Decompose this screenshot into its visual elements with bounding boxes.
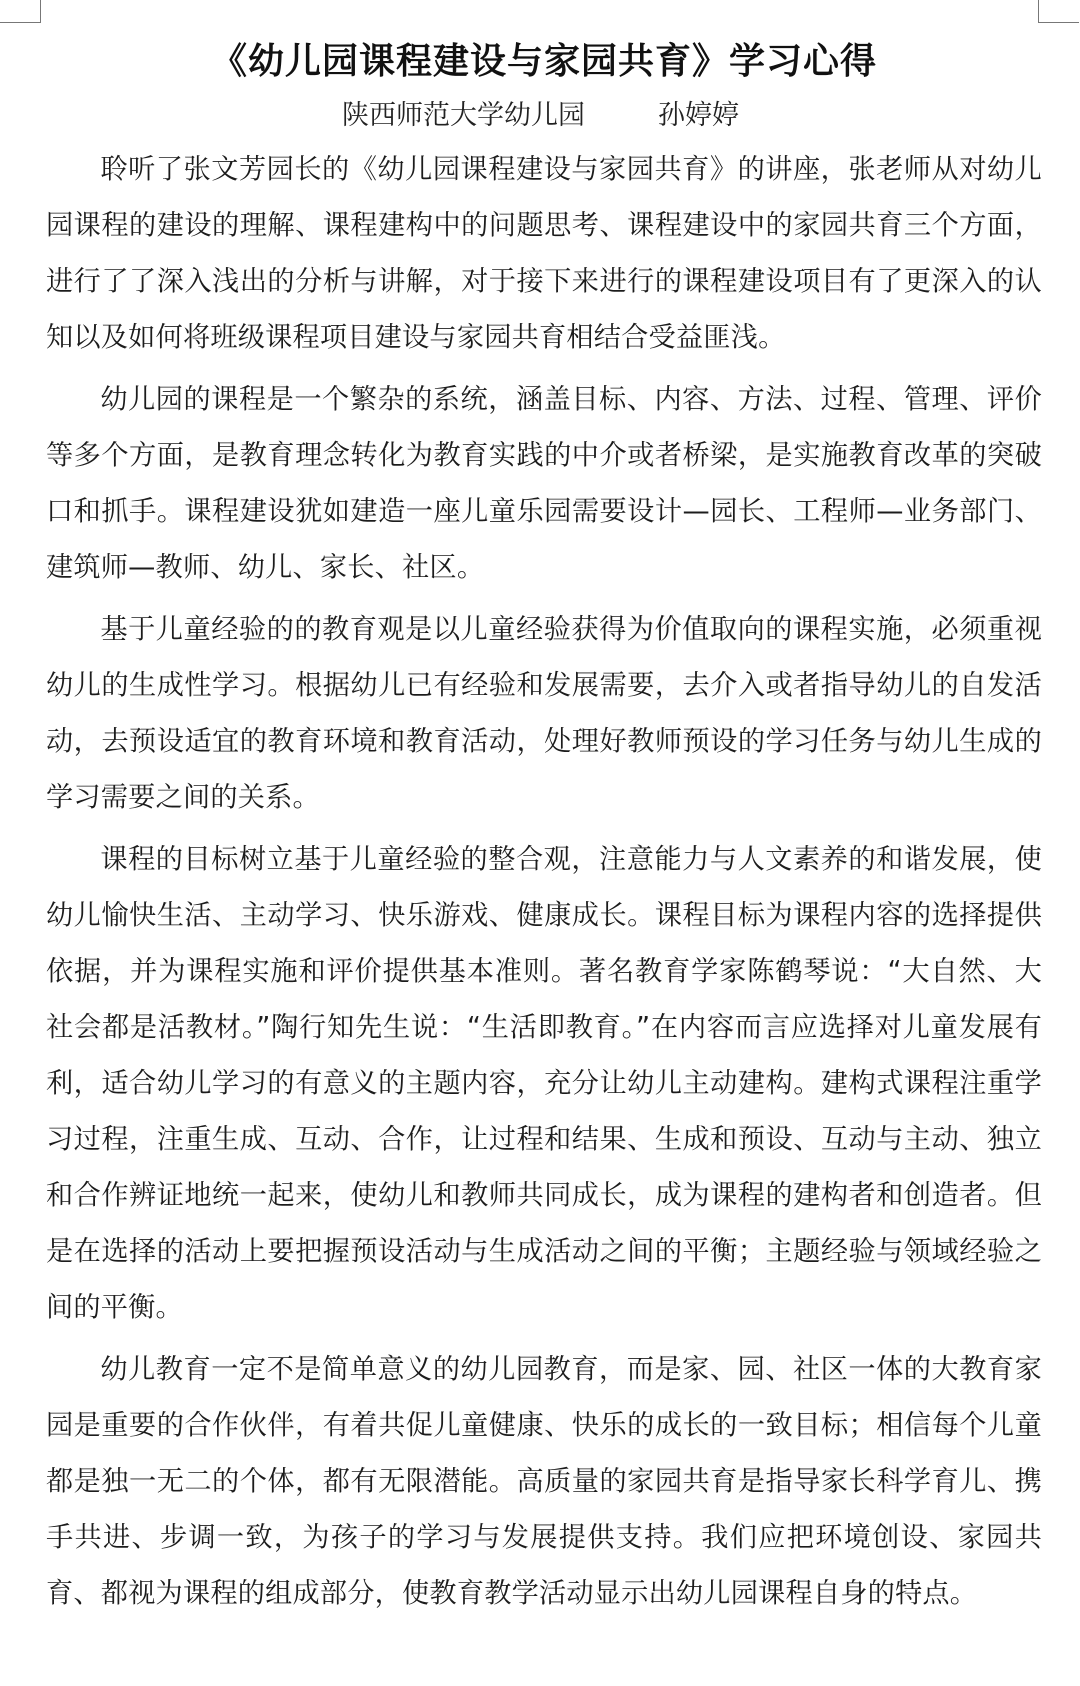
body-paragraph-2: 幼儿园的课程是一个繁杂的系统，涵盖目标、内容、方法、过程、管理、评价等多个方面，是教育理念转化为教育实践的中介或者桥梁，是实施教育改革的突破口和抓手。课程建设犹如建造一座儿童乐园需要设计—园长、工程师—业务部门、建筑师—教师、幼儿、家长、社区。 — [46, 384, 1042, 583]
body-paragraph-5: 幼儿教育一定不是简单意义的幼儿园教育，而是家、园、社区一体的大教育家园是重要的合作伙伴，有着共促儿童健康、快乐的成长的一致目标；相信每个儿童都是独一无二的个体，都有无限潜能。高质量的家园共育是指导家长科学育儿、携手共进、步调一致，为孩子的学习与发展提供支持。我们应把环境创设、家园共育、都视为课程的组成部分，使教育教学活动显示出幼儿园课程自身的特点。 — [46, 1354, 1042, 1609]
crop-mark-top-left — [0, 0, 41, 23]
body-paragraph-3: 基于儿童经验的的教育观是以儿童经验获得为价值取向的课程实施，必须重视幼儿的生成性学习。根据幼儿已有经验和发展需要，去介入或者指导幼儿的自发活动，去预设适宜的教育环境和教育活动，处理好教师预设的学习任务与幼儿生成的学习需要之间的关系。 — [46, 614, 1042, 813]
crop-mark-top-right — [1038, 0, 1079, 23]
body-paragraph-4: 课程的目标树立基于儿童经验的整合观，注意能力与人文素养的和谐发展，使幼儿愉快生活、主动学习、快乐游戏、健康成长。课程目标为课程内容的选择提供依据，并为课程实施和评价提供基本准则。著名教育学家陈鹤琴说：“大自然、大社会都是活教材。”陶行知先生说：“生活即教育。”在内容而言应选择对儿童发展有利，适合幼儿学习的有意义的主题内容，充分让幼儿主动建构。建构式课程注重学习过程，注重生成、互动、合作，让过程和结果、生成和预设、互动与主动、独立和合作辨证地统一起来，使幼儿和教师共同成长，成为课程的建构者和创造者。但是在选择的活动上要把握预设活动与生成活动之间的平衡；主题经验与领域经验之间的平衡。 — [46, 844, 1042, 1323]
author-school: 陕西师范大学幼儿园 — [342, 100, 585, 131]
document-page — [46, 34, 1042, 1628]
document-title: 《幼儿园课程建设与家园共育》学习心得 — [210, 41, 877, 82]
body-paragraph-1: 聆听了张文芳园长的《幼儿园课程建设与家园共育》的讲座，张老师从对幼儿园课程的建设的理解、课程建构中的问题思考、课程建设中的家园共育三个方面，进行了了深入浅出的分析与讲解，对于接下来进行的课程建设项目有了更深入的认知以及如何将班级课程项目建设与家园共育相结合受益匪浅。 — [46, 154, 1042, 353]
author-name: 孙婷婷 — [658, 100, 739, 131]
byline — [46, 90, 1042, 142]
